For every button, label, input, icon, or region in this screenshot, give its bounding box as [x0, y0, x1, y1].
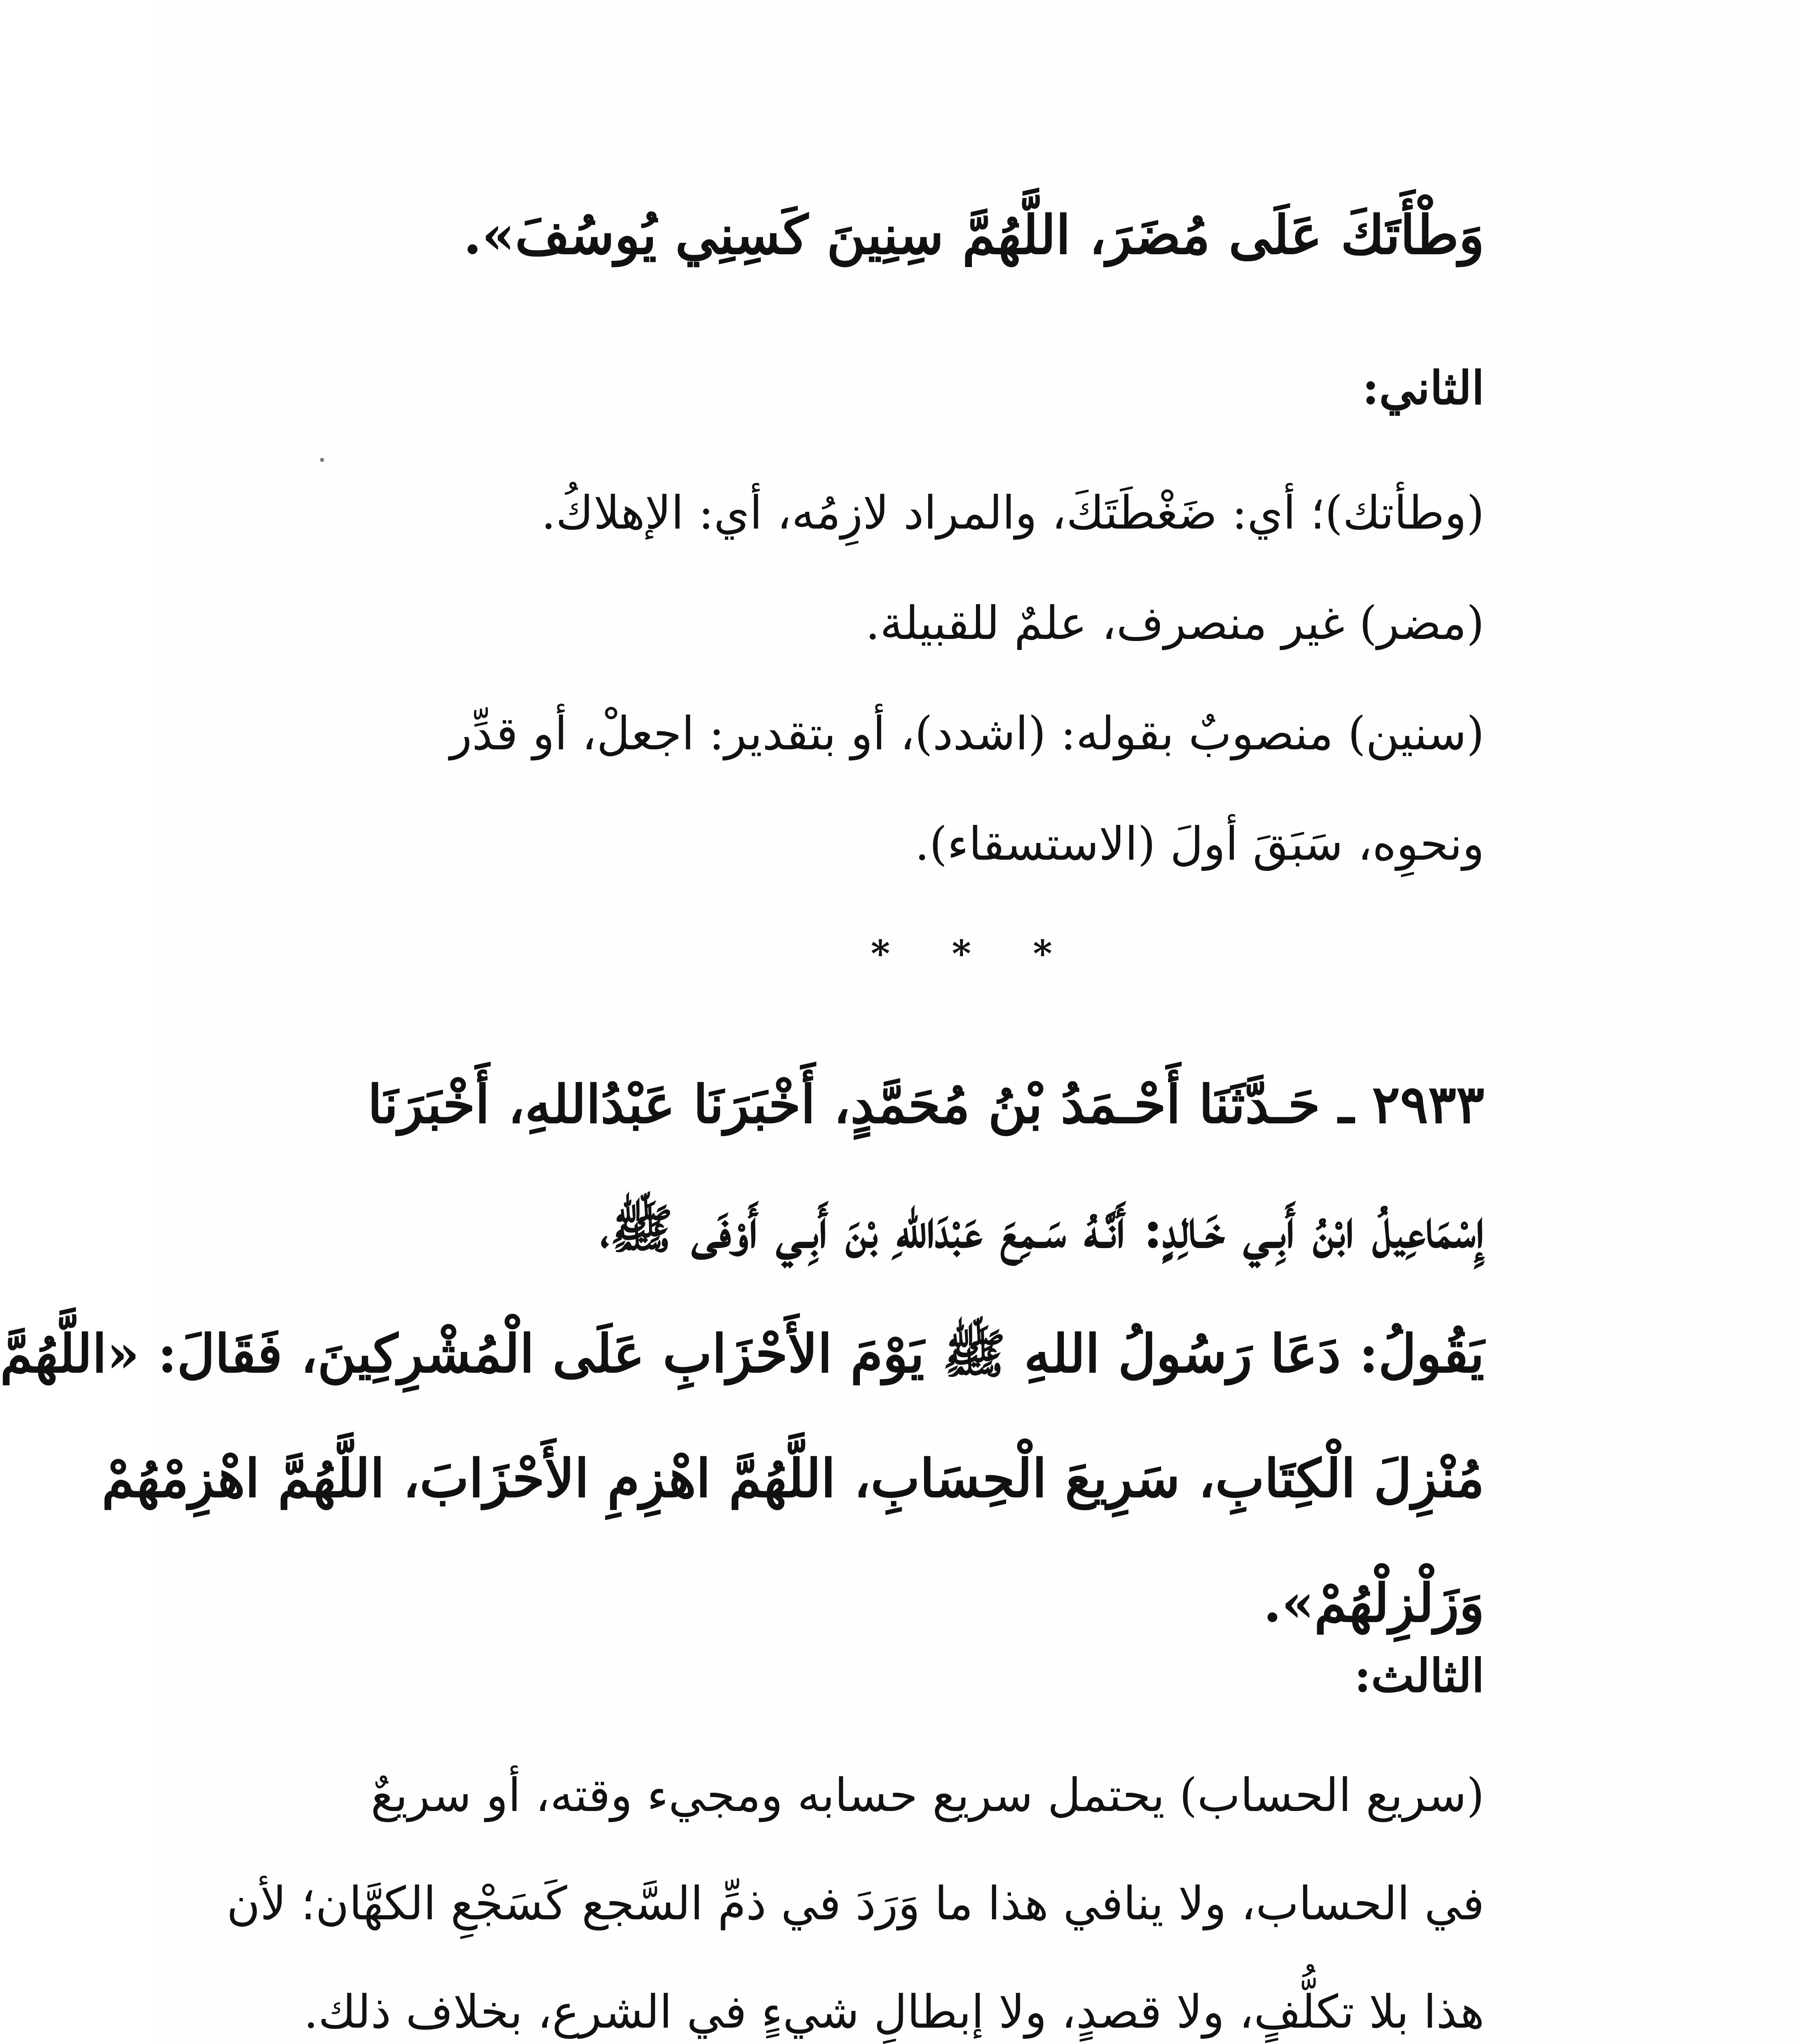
section-heading-text: الثاني:: [1362, 361, 1484, 415]
scan-speck: [320, 458, 324, 462]
commentary-paragraph-line: (سنين) منصوبٌ بقوله: (اشدد)، أو بتقدير: اجعلْ، أو قدِّر: [450, 707, 1484, 760]
hadith-line: إِسْمَاعِيلُ ابْنُ أَبِـي خَـالِدٍ: أَنَّـهُ سَـمِعَ عَبْدَاللهِ بْنَ أَبِـي أَوْفَى ﷺ،: [600, 1199, 1484, 1260]
section-heading-text: الثالث:: [1354, 1649, 1484, 1703]
section-heading-third: [266, 1639, 1484, 1713]
commentary-line: (سريع الحساب) يحتمل سريع حسابه ومجيء وقته، أو سريعٌ: [370, 1769, 1484, 1822]
section-heading-second: [266, 352, 1484, 425]
hadith-line: مُنْزِلَ الْكِتَابِ، سَرِيعَ الْحِسَابِ، اللَّهُمَّ اهْزِمِ الأَحْزَابَ، اللَّهُمَّ اهْزِمْهُمْ: [101, 1448, 1484, 1509]
commentary-paragraph-line: ونحوِه، سَبَقَ أولَ (الاستسقاء).: [915, 818, 1484, 871]
section-separator: * * *: [871, 932, 1077, 975]
hadith-2933: [0, 1042, 1484, 1666]
commentary-paragraph: (وطأتك)؛ أي: ضَغْطَتَكَ، والمراد لازِمُه، أي: الإهلاكُ.: [541, 486, 1484, 540]
commentary-line: هذا بلا تكلُّفٍ، ولا قصدٍ، ولا إبطالِ شيءٍ في الشرع، بخلاف ذلك.: [303, 1986, 1484, 2039]
commentary-paragraph: (مضر) غير منصرف، علمٌ للقبيلة.: [865, 597, 1484, 650]
hadith-line: وَزَلْزِلْهُمْ».: [1263, 1573, 1484, 1634]
hadith-continuation-line: وَطْأَتَكَ عَلَى مُضَرَ، اللَّهُمَّ سِنِينَ كَسِنِي يُوسُفَ».: [463, 204, 1484, 266]
hadith-line: ٢٩٣٣ ـ حَـدَّثَنَا أَحْـمَدُ بْنُ مُحَمَّدٍ، أَخْبَرَنَا عَبْدُاللهِ، أَخْبَرَنَا: [367, 1074, 1484, 1135]
commentary-second-body: [266, 458, 1484, 899]
hadith-continuation: [266, 192, 1484, 278]
hadith-line: يَقُولُ: دَعَا رَسُولُ اللهِ ﷺ يَوْمَ الأَحْزَابِ عَلَى الْمُشْرِكِينَ، فَقَالَ: «اللَّهُمَّ: [0, 1323, 1484, 1385]
commentary-line: في الحساب، ولا ينافي هذا ما وَرَدَ في ذمِّ السَّجع كَسَجْعِ الكهَّان؛ لأن: [226, 1877, 1484, 1930]
commentary-third-body: [226, 1741, 1484, 2044]
